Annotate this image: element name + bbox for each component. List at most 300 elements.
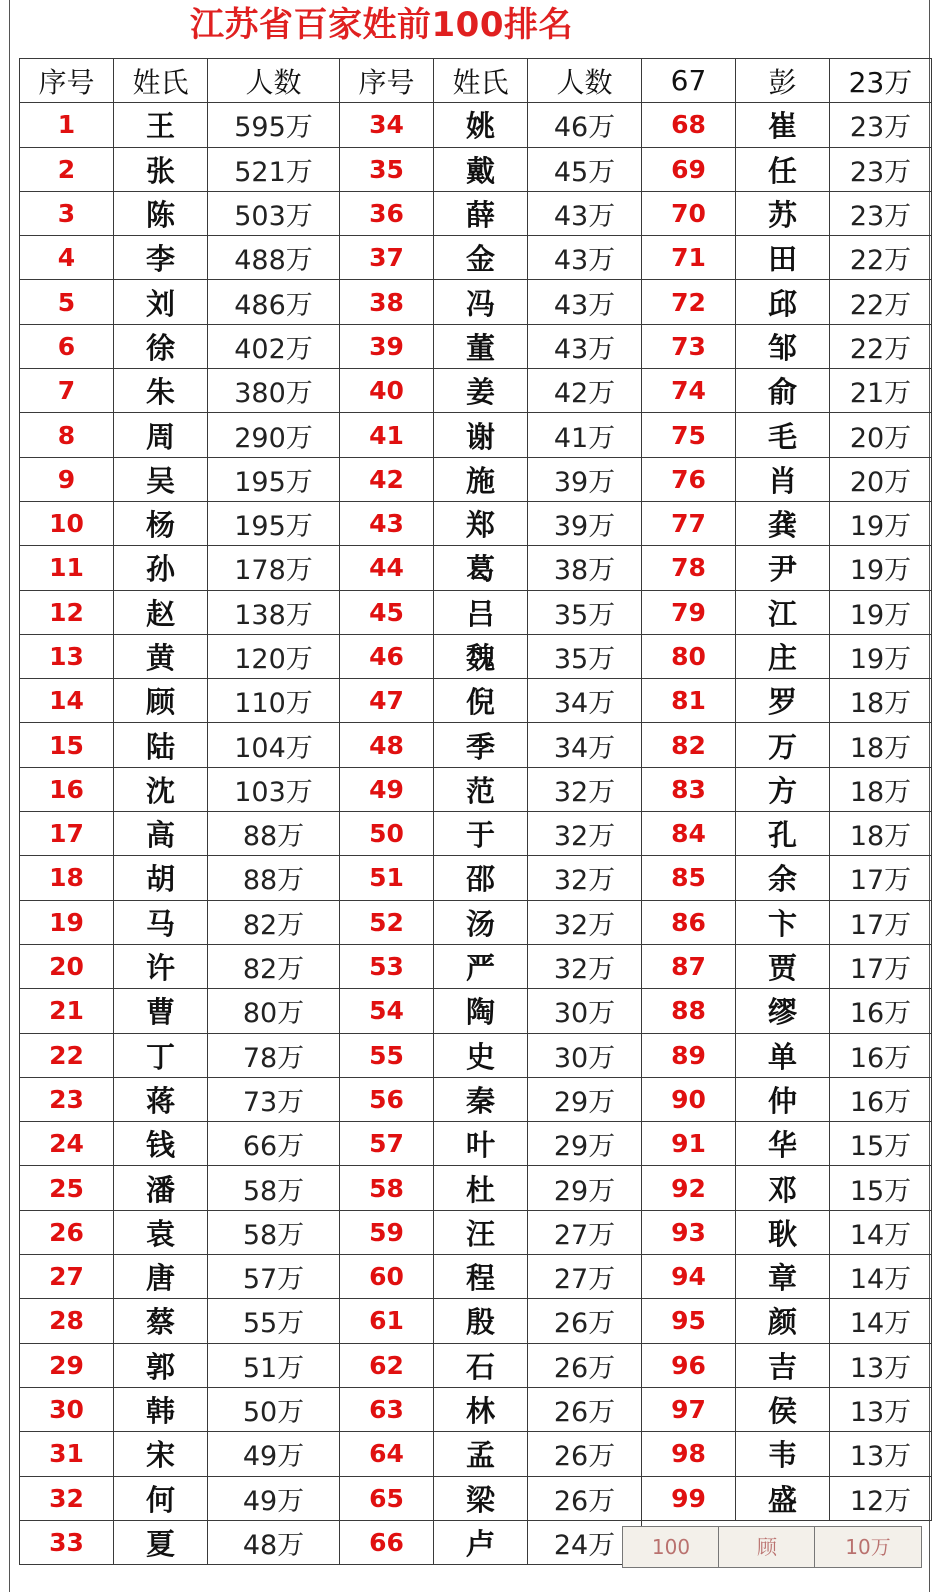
surname-cell: 殷 [434, 1299, 528, 1343]
population-cell: 27万 [528, 1210, 642, 1254]
table-row [20, 1077, 932, 1121]
rank-cell: 29 [20, 1343, 114, 1387]
surname-cell: 冯 [434, 280, 528, 324]
surname-cell: 李 [114, 236, 208, 280]
population-cell: 49万 [208, 1432, 340, 1476]
population-cell: 39万 [528, 501, 642, 545]
surname-cell: 顾 [114, 679, 208, 723]
rank-cell: 81 [642, 679, 736, 723]
rank-cell: 71 [642, 236, 736, 280]
surname-cell: 夏 [114, 1520, 208, 1564]
rank-cell: 20 [20, 944, 114, 988]
header-population: 人数 [208, 59, 340, 103]
rank-cell: 80 [642, 634, 736, 678]
rank-cell: 52 [340, 900, 434, 944]
surname-cell: 陆 [114, 723, 208, 767]
table-row [20, 1255, 932, 1299]
rank-cell: 5 [20, 280, 114, 324]
rank-cell: 19 [20, 900, 114, 944]
surname-cell: 邱 [736, 280, 830, 324]
surname-cell: 肖 [736, 457, 830, 501]
surname-cell: 章 [736, 1255, 830, 1299]
rank-cell: 37 [340, 236, 434, 280]
rank-cell: 77 [642, 501, 736, 545]
rank-cell: 99 [642, 1476, 736, 1520]
surname-cell: 庄 [736, 634, 830, 678]
surname-cell: 薛 [434, 191, 528, 235]
surname-cell: 唐 [114, 1255, 208, 1299]
population-cell: 29万 [528, 1122, 642, 1166]
rank-cell: 60 [340, 1255, 434, 1299]
rank-cell: 88 [642, 989, 736, 1033]
surname-cell: 孙 [114, 546, 208, 590]
population-cell: 23万 [830, 59, 932, 103]
rank-cell: 57 [340, 1122, 434, 1166]
rank-cell: 12 [20, 590, 114, 634]
surname-cell: 吕 [434, 590, 528, 634]
population-cell: 57万 [208, 1255, 340, 1299]
surname-cell: 尹 [736, 546, 830, 590]
surname-cell: 秦 [434, 1077, 528, 1121]
surname-cell: 韦 [736, 1432, 830, 1476]
population-cell: 13万 [830, 1387, 932, 1431]
rank-cell: 92 [642, 1166, 736, 1210]
rank-cell: 90 [642, 1077, 736, 1121]
surname-cell: 侯 [736, 1387, 830, 1431]
table-row [20, 1343, 932, 1387]
table-row [20, 501, 932, 545]
rank-cell: 64 [340, 1432, 434, 1476]
rank-cell: 45 [340, 590, 434, 634]
rank-cell: 22 [20, 1033, 114, 1077]
rank-cell: 76 [642, 457, 736, 501]
smudged-cell [622, 1526, 720, 1568]
rank-cell: 84 [642, 812, 736, 856]
surname-cell: 姚 [434, 103, 528, 147]
rank-cell: 35 [340, 147, 434, 191]
smudged-surname: 顾 [757, 1535, 777, 1559]
rank-cell: 53 [340, 944, 434, 988]
population-cell: 39万 [528, 457, 642, 501]
rank-cell: 18 [20, 856, 114, 900]
surname-cell: 胡 [114, 856, 208, 900]
population-cell: 21万 [830, 369, 932, 413]
rank-cell: 82 [642, 723, 736, 767]
population-cell: 16万 [830, 989, 932, 1033]
population-cell: 58万 [208, 1166, 340, 1210]
surname-cell: 龚 [736, 501, 830, 545]
population-cell: 22万 [830, 280, 932, 324]
population-cell: 488万 [208, 236, 340, 280]
population-cell: 104万 [208, 723, 340, 767]
population-cell: 32万 [528, 812, 642, 856]
table-row [20, 280, 932, 324]
surname-cell: 史 [434, 1033, 528, 1077]
population-cell: 14万 [830, 1210, 932, 1254]
rank-cell: 10 [20, 501, 114, 545]
rank-cell: 36 [340, 191, 434, 235]
population-cell: 138万 [208, 590, 340, 634]
surname-cell: 黄 [114, 634, 208, 678]
surname-cell: 崔 [736, 103, 830, 147]
population-cell: 521万 [208, 147, 340, 191]
rank-cell: 27 [20, 1255, 114, 1299]
table-row [20, 679, 932, 723]
header-rank: 序号 [20, 59, 114, 103]
rank-cell: 42 [340, 457, 434, 501]
surname-cell: 何 [114, 1476, 208, 1520]
population-cell: 17万 [830, 900, 932, 944]
rank-cell: 28 [20, 1299, 114, 1343]
population-cell: 103万 [208, 767, 340, 811]
population-cell: 380万 [208, 369, 340, 413]
rank-cell: 95 [642, 1299, 736, 1343]
surname-cell: 蔡 [114, 1299, 208, 1343]
population-cell: 58万 [208, 1210, 340, 1254]
surname-cell: 季 [434, 723, 528, 767]
population-cell: 26万 [528, 1476, 642, 1520]
population-cell: 66万 [208, 1122, 340, 1166]
table-row [20, 1166, 932, 1210]
surname-cell: 林 [434, 1387, 528, 1431]
surname-cell: 刘 [114, 280, 208, 324]
surname-cell: 江 [736, 590, 830, 634]
surname-cell: 马 [114, 900, 208, 944]
population-cell: 13万 [830, 1343, 932, 1387]
rank-cell: 2 [20, 147, 114, 191]
table-row [20, 812, 932, 856]
rank-cell: 91 [642, 1122, 736, 1166]
smudged-cell [814, 1526, 922, 1568]
rank-cell: 68 [642, 103, 736, 147]
surname-cell: 程 [434, 1255, 528, 1299]
surname-cell: 单 [736, 1033, 830, 1077]
surname-cell: 董 [434, 324, 528, 368]
rank-cell: 24 [20, 1122, 114, 1166]
population-cell: 595万 [208, 103, 340, 147]
surname-cell: 叶 [434, 1122, 528, 1166]
surname-cell: 万 [736, 723, 830, 767]
population-cell: 23万 [830, 191, 932, 235]
surname-cell: 孔 [736, 812, 830, 856]
population-cell: 178万 [208, 546, 340, 590]
population-cell: 35万 [528, 590, 642, 634]
table-row [20, 634, 932, 678]
header-population-2: 人数 [528, 59, 642, 103]
surname-cell: 赵 [114, 590, 208, 634]
surname-cell: 于 [434, 812, 528, 856]
rank-cell: 61 [340, 1299, 434, 1343]
population-cell: 42万 [528, 369, 642, 413]
surname-cell: 杨 [114, 501, 208, 545]
population-cell: 14万 [830, 1299, 932, 1343]
table-row [20, 147, 932, 191]
surname-cell: 毛 [736, 413, 830, 457]
population-cell: 13万 [830, 1432, 932, 1476]
population-cell: 503万 [208, 191, 340, 235]
population-cell: 48万 [208, 1520, 340, 1564]
surname-cell: 余 [736, 856, 830, 900]
population-cell: 22万 [830, 236, 932, 280]
surname-cell: 徐 [114, 324, 208, 368]
table-body [20, 103, 932, 1565]
rank-cell: 48 [340, 723, 434, 767]
rank-cell: 23 [20, 1077, 114, 1121]
table-row [20, 944, 932, 988]
population-cell: 18万 [830, 679, 932, 723]
surname-cell: 魏 [434, 634, 528, 678]
rank-cell: 74 [642, 369, 736, 413]
surname-cell: 盛 [736, 1476, 830, 1520]
surname-cell: 葛 [434, 546, 528, 590]
population-cell: 82万 [208, 900, 340, 944]
population-cell: 15万 [830, 1166, 932, 1210]
surname-cell: 周 [114, 413, 208, 457]
surname-cell: 郭 [114, 1343, 208, 1387]
population-cell: 26万 [528, 1432, 642, 1476]
surname-cell: 谢 [434, 413, 528, 457]
smudged-population: 10万 [845, 1535, 891, 1559]
rank-cell: 43 [340, 501, 434, 545]
surname-cell: 卞 [736, 900, 830, 944]
population-cell: 14万 [830, 1255, 932, 1299]
table-row [20, 1122, 932, 1166]
surname-cell: 潘 [114, 1166, 208, 1210]
surname-cell: 王 [114, 103, 208, 147]
rank-cell: 70 [642, 191, 736, 235]
rank-cell: 49 [340, 767, 434, 811]
table-row [20, 324, 932, 368]
rank-cell: 54 [340, 989, 434, 1033]
rank-cell: 26 [20, 1210, 114, 1254]
population-cell: 45万 [528, 147, 642, 191]
population-cell: 43万 [528, 236, 642, 280]
surname-cell: 贾 [736, 944, 830, 988]
rank-cell: 14 [20, 679, 114, 723]
table-row [20, 103, 932, 147]
population-cell: 16万 [830, 1077, 932, 1121]
table-row [20, 1432, 932, 1476]
rank-cell: 73 [642, 324, 736, 368]
rank-cell: 94 [642, 1255, 736, 1299]
rank-cell: 34 [340, 103, 434, 147]
rank-cell: 58 [340, 1166, 434, 1210]
surname-cell: 许 [114, 944, 208, 988]
rank-cell: 69 [642, 147, 736, 191]
rank-cell: 1 [20, 103, 114, 147]
table-row [20, 590, 932, 634]
rank-cell: 98 [642, 1432, 736, 1476]
table-row [20, 546, 932, 590]
population-cell: 34万 [528, 723, 642, 767]
surname-cell: 严 [434, 944, 528, 988]
header-surname-2: 姓氏 [434, 59, 528, 103]
surname-cell: 孟 [434, 1432, 528, 1476]
rank-cell: 9 [20, 457, 114, 501]
rank-cell: 25 [20, 1166, 114, 1210]
population-cell: 195万 [208, 457, 340, 501]
rank-cell: 3 [20, 191, 114, 235]
rank-cell: 8 [20, 413, 114, 457]
surname-cell: 卢 [434, 1520, 528, 1564]
rank-cell: 63 [340, 1387, 434, 1431]
surname-cell: 沈 [114, 767, 208, 811]
surname-cell: 吴 [114, 457, 208, 501]
rank-cell: 33 [20, 1520, 114, 1564]
table-row [20, 191, 932, 235]
rank-cell: 13 [20, 634, 114, 678]
population-cell: 30万 [528, 1033, 642, 1077]
table-header-row [20, 59, 932, 103]
rank-cell: 51 [340, 856, 434, 900]
population-cell: 32万 [528, 767, 642, 811]
population-cell: 20万 [830, 457, 932, 501]
population-cell: 41万 [528, 413, 642, 457]
rank-cell: 38 [340, 280, 434, 324]
population-cell: 110万 [208, 679, 340, 723]
population-cell: 19万 [830, 634, 932, 678]
population-cell: 290万 [208, 413, 340, 457]
population-cell: 12万 [830, 1476, 932, 1520]
surname-cell: 张 [114, 147, 208, 191]
rank-cell: 46 [340, 634, 434, 678]
population-cell: 35万 [528, 634, 642, 678]
rank-cell: 6 [20, 324, 114, 368]
surname-cell: 施 [434, 457, 528, 501]
population-cell: 32万 [528, 900, 642, 944]
population-cell: 80万 [208, 989, 340, 1033]
table-row [20, 900, 932, 944]
surname-cell: 任 [736, 147, 830, 191]
table-row [20, 413, 932, 457]
rank-cell: 72 [642, 280, 736, 324]
surname-cell: 汤 [434, 900, 528, 944]
surname-cell: 金 [434, 236, 528, 280]
rank-cell: 67 [642, 59, 736, 103]
surname-ranking-table [19, 58, 932, 1565]
table-row [20, 856, 932, 900]
surname-cell: 罗 [736, 679, 830, 723]
surname-cell: 邓 [736, 1166, 830, 1210]
surname-cell: 缪 [736, 989, 830, 1033]
rank-cell: 86 [642, 900, 736, 944]
surname-cell: 汪 [434, 1210, 528, 1254]
document-sheet [9, 0, 930, 1592]
table-row [20, 1299, 932, 1343]
population-cell: 19万 [830, 546, 932, 590]
surname-cell: 倪 [434, 679, 528, 723]
table-row [20, 457, 932, 501]
surname-cell: 邹 [736, 324, 830, 368]
population-cell: 34万 [528, 679, 642, 723]
surname-cell: 朱 [114, 369, 208, 413]
population-cell: 29万 [528, 1077, 642, 1121]
surname-cell: 袁 [114, 1210, 208, 1254]
population-cell: 16万 [830, 1033, 932, 1077]
rank-cell: 21 [20, 989, 114, 1033]
rank-cell: 62 [340, 1343, 434, 1387]
population-cell: 23万 [830, 147, 932, 191]
population-cell: 30万 [528, 989, 642, 1033]
rank-cell: 30 [20, 1387, 114, 1431]
surname-cell: 吉 [736, 1343, 830, 1387]
table-row [20, 369, 932, 413]
rank-cell: 87 [642, 944, 736, 988]
population-cell: 26万 [528, 1343, 642, 1387]
smudged-rank: 100 [651, 1535, 691, 1559]
rank-cell: 89 [642, 1033, 736, 1077]
rank-cell: 85 [642, 856, 736, 900]
surname-cell: 颜 [736, 1299, 830, 1343]
surname-cell: 蒋 [114, 1077, 208, 1121]
surname-cell: 高 [114, 812, 208, 856]
rank-cell: 59 [340, 1210, 434, 1254]
title-bar [10, 0, 931, 62]
population-cell: 19万 [830, 501, 932, 545]
table-row [20, 723, 932, 767]
population-cell: 18万 [830, 723, 932, 767]
rank-cell: 96 [642, 1343, 736, 1387]
rank-cell: 11 [20, 546, 114, 590]
rank-cell: 15 [20, 723, 114, 767]
surname-cell: 田 [736, 236, 830, 280]
surname-cell: 陈 [114, 191, 208, 235]
surname-cell: 宋 [114, 1432, 208, 1476]
surname-cell: 陶 [434, 989, 528, 1033]
rank-cell: 75 [642, 413, 736, 457]
surname-cell: 韩 [114, 1387, 208, 1431]
rank-cell: 32 [20, 1476, 114, 1520]
rank-cell: 78 [642, 546, 736, 590]
population-cell: 17万 [830, 944, 932, 988]
surname-cell: 俞 [736, 369, 830, 413]
population-cell: 120万 [208, 634, 340, 678]
population-cell: 486万 [208, 280, 340, 324]
surname-cell: 耿 [736, 1210, 830, 1254]
population-cell: 29万 [528, 1166, 642, 1210]
rank-cell: 4 [20, 236, 114, 280]
surname-cell: 华 [736, 1122, 830, 1166]
surname-cell: 仲 [736, 1077, 830, 1121]
rank-cell: 55 [340, 1033, 434, 1077]
population-cell: 23万 [830, 103, 932, 147]
population-cell: 43万 [528, 191, 642, 235]
rank-cell: 56 [340, 1077, 434, 1121]
surname-cell: 戴 [434, 147, 528, 191]
table-row [20, 1033, 932, 1077]
rank-cell: 31 [20, 1432, 114, 1476]
population-cell: 18万 [830, 767, 932, 811]
table-row [20, 767, 932, 811]
header-rank-2: 序号 [340, 59, 434, 103]
population-cell: 38万 [528, 546, 642, 590]
surname-cell: 钱 [114, 1122, 208, 1166]
population-cell: 32万 [528, 944, 642, 988]
population-cell: 51万 [208, 1343, 340, 1387]
surname-cell: 姜 [434, 369, 528, 413]
rank-cell: 66 [340, 1520, 434, 1564]
population-cell: 43万 [528, 280, 642, 324]
rank-cell: 17 [20, 812, 114, 856]
rank-cell: 79 [642, 590, 736, 634]
rank-cell: 7 [20, 369, 114, 413]
surname-cell: 苏 [736, 191, 830, 235]
population-cell: 78万 [208, 1033, 340, 1077]
population-cell: 195万 [208, 501, 340, 545]
population-cell: 88万 [208, 812, 340, 856]
rank-cell: 50 [340, 812, 434, 856]
table-row [20, 1476, 932, 1520]
